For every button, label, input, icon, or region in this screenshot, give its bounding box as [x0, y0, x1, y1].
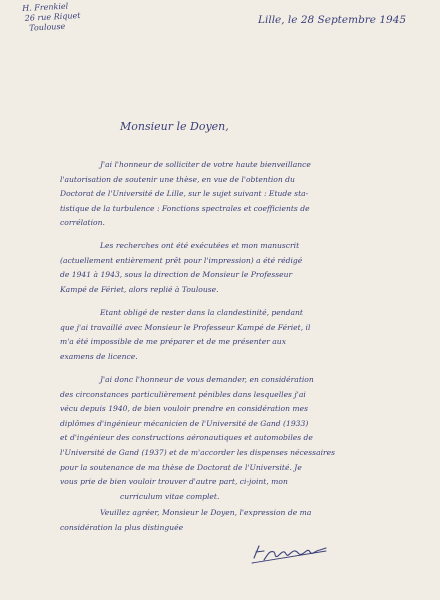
body-paragraph [60, 373, 412, 504]
body-paragraph [60, 306, 412, 364]
paragraph-line: l'autorisation de soutenir une thèse, en vue de l'obtention du [60, 174, 295, 184]
paragraph-line: J'ai l'honneur de solliciter de votre haute bienveillance [100, 160, 311, 169]
paragraph-line: vécu depuis 1940, de bien vouloir prendre en considération mes [60, 404, 308, 414]
paragraph-line: corrélation. [60, 218, 105, 228]
paragraph-line: curriculum vitae complet. [120, 491, 220, 501]
paragraph-line: Veuillez agréer, Monsieur le Doyen, l'expression de ma [100, 508, 312, 517]
paragraph-line: J'ai donc l'honneur de vous demander, en considération [100, 375, 314, 384]
paragraph-line: et d'ingénieur des constructions aéronautiques et automobiles de [60, 433, 313, 443]
paragraph-line: pour la soutenance de ma thèse de Doctorat de l'Université. Je [60, 462, 302, 472]
paragraph-line: l'Université de Gand (1937) et de m'accorder les dispenses nécessaires [60, 447, 336, 457]
sender-address [22, 1, 81, 34]
letter-date: Lille, le 28 Septembre 1945 [258, 14, 407, 26]
body-paragraph [60, 158, 412, 231]
salutation: Monsieur le Doyen, [120, 120, 229, 133]
paragraph-line: des circonstances particulièrement pénibles dans lesquelles j'ai [60, 389, 306, 399]
paragraph-line: examens de licence. [60, 351, 138, 361]
closing-paragraph [60, 506, 412, 535]
paragraph-line: Doctorat de l'Université de Lille, sur le sujet suivant : Etude sta- [60, 189, 309, 199]
sender-city: Toulouse [29, 21, 66, 33]
handwritten-signature [250, 536, 330, 566]
paragraph-line: considération la plus distinguée [60, 522, 184, 532]
paragraph-line: m'a été impossible de me préparer et de me présenter aux [60, 337, 286, 347]
signature-drawing [250, 536, 330, 566]
paragraph-line: Etant obligé de rester dans la clandestinité, pendant [100, 308, 303, 317]
paragraph-line: de 1941 à 1943, sous la direction de Monsieur le Professeur [60, 270, 293, 280]
paragraph-line: tistique de la turbulence : Fonctions spectrales et coefficients de [60, 203, 310, 213]
paragraph-line: que j'ai travaillé avec Monsieur le Professeur Kampé de Fériet, il [60, 322, 311, 332]
paragraph-line: Kampé de Fériet, alors replié à Toulouse. [60, 284, 219, 294]
sender-street: 26 rue Riquet [24, 10, 81, 23]
paragraph-line: diplômes d'ingénieur mécanicien de l'Université de Gand (1933) [60, 418, 309, 428]
paragraph-line: vous prie de bien vouloir trouver d'autre part, ci-joint, mon [60, 477, 288, 487]
sender-name: H. Frenkiel [22, 1, 69, 13]
body-paragraph [60, 239, 412, 297]
paragraph-line: Les recherches ont été exécutées et mon manuscrit [100, 241, 300, 250]
paragraph-line: (actuellement entièrement prêt pour l'impression) a été rédigé [60, 255, 303, 265]
